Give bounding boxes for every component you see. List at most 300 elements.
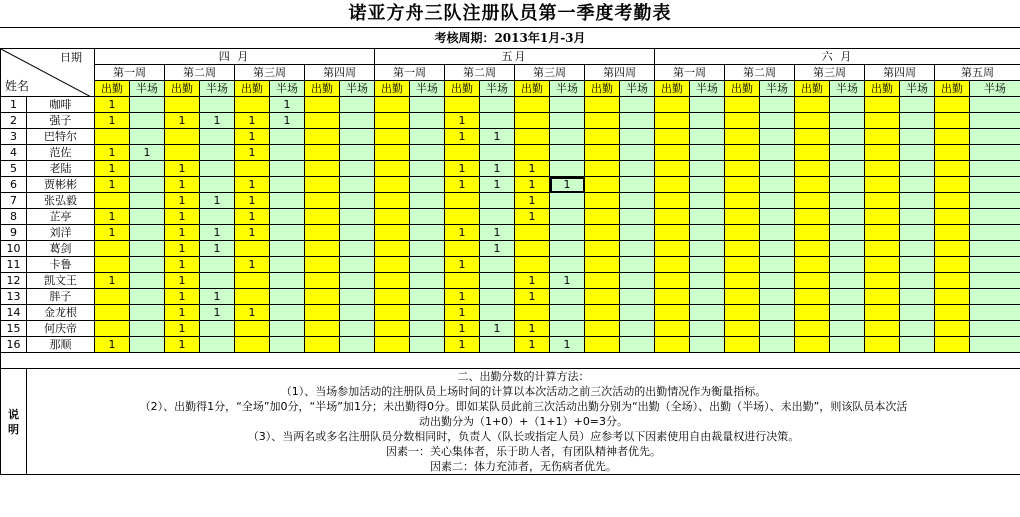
half-cell[interactable] xyxy=(340,289,375,305)
half-cell[interactable] xyxy=(200,145,235,161)
attendance-cell[interactable]: 1 xyxy=(165,305,200,321)
half-cell[interactable] xyxy=(970,145,1020,161)
half-cell[interactable] xyxy=(340,241,375,257)
player-name[interactable]: 刘洋 xyxy=(27,225,95,241)
attendance-cell[interactable] xyxy=(235,321,270,337)
attendance-cell[interactable]: 1 xyxy=(515,337,550,353)
half-cell[interactable] xyxy=(900,321,935,337)
attendance-cell[interactable]: 1 xyxy=(165,289,200,305)
attendance-cell[interactable] xyxy=(725,241,760,257)
attendance-cell[interactable] xyxy=(305,177,340,193)
half-cell[interactable] xyxy=(970,209,1020,225)
player-name[interactable]: 葛剑 xyxy=(27,241,95,257)
attendance-cell[interactable] xyxy=(865,289,900,305)
attendance-cell[interactable] xyxy=(375,273,410,289)
attendance-cell[interactable] xyxy=(865,257,900,273)
half-cell[interactable] xyxy=(550,209,585,225)
attendance-cell[interactable] xyxy=(865,321,900,337)
attendance-cell[interactable]: 1 xyxy=(445,225,480,241)
attendance-cell[interactable] xyxy=(305,97,340,113)
attendance-cell[interactable] xyxy=(305,209,340,225)
half-cell[interactable] xyxy=(970,241,1020,257)
attendance-cell[interactable] xyxy=(585,97,620,113)
half-cell[interactable] xyxy=(900,177,935,193)
attendance-cell[interactable] xyxy=(655,97,690,113)
attendance-cell[interactable] xyxy=(375,241,410,257)
half-cell[interactable] xyxy=(900,129,935,145)
half-cell[interactable] xyxy=(550,129,585,145)
attendance-cell[interactable] xyxy=(655,145,690,161)
attendance-cell[interactable] xyxy=(585,209,620,225)
half-cell[interactable] xyxy=(480,209,515,225)
attendance-cell[interactable] xyxy=(305,273,340,289)
attendance-cell[interactable] xyxy=(725,145,760,161)
attendance-cell[interactable]: 1 xyxy=(95,177,130,193)
attendance-cell[interactable]: 1 xyxy=(95,97,130,113)
attendance-cell[interactable] xyxy=(235,273,270,289)
half-cell[interactable] xyxy=(550,289,585,305)
attendance-cell[interactable] xyxy=(935,337,970,353)
half-cell[interactable] xyxy=(620,321,655,337)
attendance-cell[interactable] xyxy=(375,225,410,241)
attendance-cell[interactable]: 1 xyxy=(165,273,200,289)
half-cell[interactable] xyxy=(410,289,445,305)
half-cell[interactable] xyxy=(550,241,585,257)
half-cell[interactable] xyxy=(970,177,1020,193)
half-cell[interactable] xyxy=(830,113,865,129)
half-cell[interactable] xyxy=(410,97,445,113)
half-cell[interactable] xyxy=(200,177,235,193)
attendance-cell[interactable] xyxy=(165,145,200,161)
attendance-cell[interactable] xyxy=(795,129,830,145)
attendance-cell[interactable]: 1 xyxy=(95,209,130,225)
half-cell[interactable] xyxy=(620,177,655,193)
attendance-cell[interactable] xyxy=(655,337,690,353)
attendance-cell[interactable] xyxy=(935,305,970,321)
attendance-cell[interactable] xyxy=(865,225,900,241)
half-cell[interactable]: 1 xyxy=(200,241,235,257)
attendance-cell[interactable] xyxy=(515,97,550,113)
half-cell[interactable] xyxy=(340,209,375,225)
half-cell[interactable] xyxy=(410,225,445,241)
attendance-cell[interactable] xyxy=(165,129,200,145)
attendance-cell[interactable] xyxy=(445,193,480,209)
attendance-cell[interactable]: 1 xyxy=(165,337,200,353)
half-cell[interactable] xyxy=(760,97,795,113)
attendance-cell[interactable] xyxy=(375,289,410,305)
attendance-cell[interactable] xyxy=(95,129,130,145)
half-cell[interactable] xyxy=(760,129,795,145)
half-cell[interactable] xyxy=(130,273,165,289)
half-cell[interactable] xyxy=(340,177,375,193)
attendance-cell[interactable]: 1 xyxy=(165,241,200,257)
attendance-cell[interactable] xyxy=(865,241,900,257)
half-cell[interactable] xyxy=(970,113,1020,129)
attendance-cell[interactable] xyxy=(445,273,480,289)
attendance-cell[interactable] xyxy=(305,289,340,305)
attendance-cell[interactable] xyxy=(865,193,900,209)
attendance-cell[interactable]: 1 xyxy=(445,113,480,129)
attendance-cell[interactable] xyxy=(725,257,760,273)
attendance-cell[interactable]: 1 xyxy=(235,257,270,273)
half-cell[interactable] xyxy=(270,321,305,337)
player-name[interactable]: 那顺 xyxy=(27,337,95,353)
half-cell[interactable] xyxy=(130,241,165,257)
half-cell[interactable] xyxy=(480,97,515,113)
half-cell[interactable] xyxy=(340,257,375,273)
attendance-cell[interactable] xyxy=(375,161,410,177)
half-cell[interactable] xyxy=(690,113,725,129)
half-cell[interactable] xyxy=(900,241,935,257)
half-cell[interactable] xyxy=(830,225,865,241)
attendance-cell[interactable] xyxy=(585,129,620,145)
attendance-cell[interactable] xyxy=(445,209,480,225)
player-name[interactable]: 老陆 xyxy=(27,161,95,177)
attendance-cell[interactable] xyxy=(585,177,620,193)
half-cell[interactable] xyxy=(690,321,725,337)
player-name[interactable]: 贾彬彬 xyxy=(27,177,95,193)
attendance-cell[interactable] xyxy=(725,209,760,225)
attendance-cell[interactable] xyxy=(515,257,550,273)
half-cell[interactable] xyxy=(270,337,305,353)
player-name[interactable]: 强子 xyxy=(27,113,95,129)
attendance-cell[interactable] xyxy=(235,337,270,353)
attendance-cell[interactable] xyxy=(935,145,970,161)
half-cell[interactable] xyxy=(410,161,445,177)
attendance-cell[interactable] xyxy=(935,161,970,177)
attendance-cell[interactable] xyxy=(795,305,830,321)
attendance-cell[interactable] xyxy=(95,289,130,305)
half-cell[interactable] xyxy=(270,161,305,177)
half-cell[interactable] xyxy=(620,193,655,209)
attendance-cell[interactable] xyxy=(725,113,760,129)
attendance-cell[interactable] xyxy=(515,113,550,129)
attendance-cell[interactable] xyxy=(305,193,340,209)
attendance-cell[interactable]: 1 xyxy=(235,129,270,145)
attendance-cell[interactable]: 1 xyxy=(95,161,130,177)
half-cell[interactable] xyxy=(480,337,515,353)
half-cell[interactable] xyxy=(340,97,375,113)
attendance-cell[interactable]: 1 xyxy=(165,209,200,225)
attendance-cell[interactable] xyxy=(795,193,830,209)
attendance-cell[interactable] xyxy=(865,337,900,353)
half-cell[interactable] xyxy=(690,161,725,177)
half-cell[interactable]: 1 xyxy=(550,273,585,289)
attendance-cell[interactable] xyxy=(795,257,830,273)
attendance-cell[interactable]: 1 xyxy=(445,337,480,353)
half-cell[interactable] xyxy=(130,97,165,113)
half-cell[interactable]: 1 xyxy=(550,337,585,353)
attendance-cell[interactable] xyxy=(375,321,410,337)
attendance-cell[interactable] xyxy=(305,241,340,257)
attendance-cell[interactable] xyxy=(375,257,410,273)
attendance-cell[interactable] xyxy=(655,273,690,289)
half-cell[interactable] xyxy=(270,305,305,321)
half-cell[interactable] xyxy=(480,273,515,289)
attendance-cell[interactable] xyxy=(655,241,690,257)
half-cell[interactable] xyxy=(200,129,235,145)
half-cell[interactable] xyxy=(410,113,445,129)
attendance-cell[interactable] xyxy=(725,273,760,289)
attendance-cell[interactable] xyxy=(515,129,550,145)
attendance-cell[interactable] xyxy=(935,273,970,289)
attendance-cell[interactable] xyxy=(935,177,970,193)
attendance-cell[interactable] xyxy=(655,177,690,193)
attendance-cell[interactable]: 1 xyxy=(165,113,200,129)
attendance-cell[interactable] xyxy=(585,321,620,337)
half-cell[interactable] xyxy=(340,273,375,289)
half-cell[interactable] xyxy=(200,273,235,289)
half-cell[interactable] xyxy=(760,321,795,337)
half-cell[interactable] xyxy=(480,193,515,209)
half-cell[interactable] xyxy=(200,97,235,113)
half-cell[interactable] xyxy=(760,289,795,305)
half-cell[interactable] xyxy=(550,161,585,177)
half-cell[interactable] xyxy=(620,273,655,289)
attendance-cell[interactable] xyxy=(725,289,760,305)
half-cell[interactable] xyxy=(970,225,1020,241)
attendance-cell[interactable] xyxy=(375,209,410,225)
half-cell[interactable] xyxy=(410,273,445,289)
attendance-cell[interactable]: 1 xyxy=(445,289,480,305)
half-cell[interactable] xyxy=(830,193,865,209)
attendance-cell[interactable] xyxy=(725,321,760,337)
half-cell[interactable] xyxy=(690,193,725,209)
attendance-cell[interactable]: 1 xyxy=(95,145,130,161)
half-cell[interactable] xyxy=(410,177,445,193)
attendance-cell[interactable] xyxy=(305,129,340,145)
half-cell[interactable] xyxy=(410,129,445,145)
attendance-cell[interactable]: 1 xyxy=(515,321,550,337)
attendance-cell[interactable]: 1 xyxy=(165,225,200,241)
attendance-cell[interactable] xyxy=(95,257,130,273)
half-cell[interactable] xyxy=(550,305,585,321)
half-cell[interactable] xyxy=(620,337,655,353)
half-cell[interactable] xyxy=(200,209,235,225)
half-cell[interactable] xyxy=(690,337,725,353)
attendance-cell[interactable] xyxy=(305,321,340,337)
half-cell[interactable] xyxy=(690,97,725,113)
half-cell[interactable] xyxy=(130,129,165,145)
half-cell[interactable] xyxy=(830,337,865,353)
half-cell[interactable] xyxy=(200,337,235,353)
attendance-cell[interactable] xyxy=(725,177,760,193)
half-cell[interactable] xyxy=(900,97,935,113)
attendance-cell[interactable] xyxy=(795,145,830,161)
attendance-cell[interactable] xyxy=(795,177,830,193)
attendance-cell[interactable] xyxy=(585,193,620,209)
half-cell[interactable] xyxy=(410,321,445,337)
half-cell[interactable] xyxy=(760,145,795,161)
attendance-cell[interactable] xyxy=(865,97,900,113)
half-cell[interactable]: 1 xyxy=(480,321,515,337)
attendance-cell[interactable] xyxy=(935,225,970,241)
half-cell[interactable] xyxy=(620,305,655,321)
player-name[interactable]: 咖啡 xyxy=(27,97,95,113)
half-cell[interactable] xyxy=(830,305,865,321)
half-cell[interactable] xyxy=(830,177,865,193)
half-cell[interactable] xyxy=(340,129,375,145)
half-cell[interactable] xyxy=(270,257,305,273)
half-cell[interactable] xyxy=(970,129,1020,145)
half-cell[interactable]: 1 xyxy=(270,97,305,113)
attendance-cell[interactable]: 1 xyxy=(235,193,270,209)
half-cell[interactable] xyxy=(270,209,305,225)
half-cell[interactable] xyxy=(270,225,305,241)
half-cell[interactable] xyxy=(550,97,585,113)
half-cell[interactable] xyxy=(690,305,725,321)
attendance-cell[interactable]: 1 xyxy=(445,305,480,321)
half-cell[interactable] xyxy=(970,193,1020,209)
attendance-cell[interactable] xyxy=(655,193,690,209)
half-cell[interactable] xyxy=(200,257,235,273)
attendance-cell[interactable]: 1 xyxy=(165,257,200,273)
half-cell[interactable] xyxy=(200,161,235,177)
half-cell[interactable] xyxy=(270,193,305,209)
attendance-cell[interactable] xyxy=(655,113,690,129)
attendance-cell[interactable] xyxy=(375,177,410,193)
half-cell[interactable]: 1 xyxy=(200,193,235,209)
attendance-cell[interactable] xyxy=(655,225,690,241)
attendance-cell[interactable] xyxy=(725,193,760,209)
attendance-cell[interactable]: 1 xyxy=(165,321,200,337)
half-cell[interactable] xyxy=(900,273,935,289)
half-cell[interactable] xyxy=(690,225,725,241)
attendance-cell[interactable] xyxy=(445,145,480,161)
half-cell[interactable]: 1 xyxy=(200,305,235,321)
half-cell[interactable] xyxy=(130,289,165,305)
attendance-cell[interactable] xyxy=(935,289,970,305)
half-cell[interactable] xyxy=(760,241,795,257)
half-cell[interactable] xyxy=(970,289,1020,305)
half-cell[interactable] xyxy=(340,305,375,321)
player-name[interactable]: 何庆帝 xyxy=(27,321,95,337)
attendance-cell[interactable] xyxy=(585,337,620,353)
attendance-cell[interactable]: 1 xyxy=(445,129,480,145)
attendance-cell[interactable] xyxy=(305,113,340,129)
half-cell[interactable]: 1 xyxy=(200,113,235,129)
half-cell[interactable] xyxy=(270,273,305,289)
half-cell[interactable]: 1 xyxy=(130,145,165,161)
attendance-cell[interactable] xyxy=(375,97,410,113)
attendance-cell[interactable] xyxy=(725,97,760,113)
half-cell[interactable] xyxy=(970,305,1020,321)
half-cell[interactable] xyxy=(690,129,725,145)
half-cell[interactable] xyxy=(270,241,305,257)
attendance-cell[interactable]: 1 xyxy=(235,209,270,225)
attendance-cell[interactable]: 1 xyxy=(95,225,130,241)
half-cell[interactable] xyxy=(620,129,655,145)
attendance-cell[interactable] xyxy=(725,225,760,241)
attendance-cell[interactable] xyxy=(725,129,760,145)
attendance-cell[interactable]: 1 xyxy=(235,145,270,161)
half-cell[interactable] xyxy=(410,337,445,353)
half-cell[interactable]: 1 xyxy=(480,161,515,177)
player-name[interactable]: 金龙根 xyxy=(27,305,95,321)
half-cell[interactable]: 1 xyxy=(480,241,515,257)
player-name[interactable]: 巴特尔 xyxy=(27,129,95,145)
half-cell[interactable] xyxy=(340,161,375,177)
half-cell[interactable] xyxy=(270,289,305,305)
attendance-cell[interactable] xyxy=(655,129,690,145)
attendance-cell[interactable] xyxy=(865,145,900,161)
attendance-cell[interactable] xyxy=(375,113,410,129)
half-cell[interactable] xyxy=(550,193,585,209)
attendance-cell[interactable] xyxy=(725,161,760,177)
attendance-cell[interactable] xyxy=(795,337,830,353)
attendance-cell[interactable] xyxy=(795,321,830,337)
attendance-cell[interactable] xyxy=(795,225,830,241)
attendance-cell[interactable] xyxy=(795,161,830,177)
half-cell[interactable] xyxy=(830,321,865,337)
attendance-cell[interactable]: 1 xyxy=(235,225,270,241)
half-cell[interactable]: 1 xyxy=(200,225,235,241)
half-cell[interactable] xyxy=(900,305,935,321)
half-cell[interactable] xyxy=(620,225,655,241)
player-name[interactable]: 凯文王 xyxy=(27,273,95,289)
attendance-cell[interactable] xyxy=(655,289,690,305)
half-cell[interactable] xyxy=(760,177,795,193)
half-cell[interactable] xyxy=(620,209,655,225)
half-cell[interactable] xyxy=(690,257,725,273)
half-cell[interactable] xyxy=(690,241,725,257)
attendance-cell[interactable] xyxy=(935,193,970,209)
half-cell[interactable]: 1 xyxy=(480,177,515,193)
half-cell[interactable] xyxy=(900,145,935,161)
attendance-cell[interactable] xyxy=(305,225,340,241)
half-cell[interactable] xyxy=(340,145,375,161)
half-cell[interactable] xyxy=(970,97,1020,113)
attendance-cell[interactable] xyxy=(725,337,760,353)
attendance-cell[interactable] xyxy=(935,129,970,145)
half-cell[interactable] xyxy=(130,177,165,193)
half-cell[interactable] xyxy=(830,145,865,161)
half-cell[interactable]: 1 xyxy=(270,113,305,129)
half-cell[interactable] xyxy=(830,97,865,113)
half-cell[interactable] xyxy=(900,193,935,209)
attendance-cell[interactable] xyxy=(795,113,830,129)
half-cell[interactable] xyxy=(130,257,165,273)
attendance-cell[interactable] xyxy=(655,321,690,337)
half-cell[interactable] xyxy=(830,273,865,289)
attendance-cell[interactable] xyxy=(865,273,900,289)
half-cell[interactable] xyxy=(900,113,935,129)
half-cell[interactable] xyxy=(690,209,725,225)
half-cell[interactable] xyxy=(760,193,795,209)
attendance-cell[interactable] xyxy=(585,241,620,257)
half-cell[interactable]: 1 xyxy=(480,129,515,145)
attendance-cell[interactable] xyxy=(585,273,620,289)
half-cell[interactable] xyxy=(900,257,935,273)
attendance-cell[interactable] xyxy=(95,321,130,337)
attendance-cell[interactable] xyxy=(585,113,620,129)
attendance-cell[interactable] xyxy=(585,145,620,161)
attendance-cell[interactable] xyxy=(865,161,900,177)
attendance-cell[interactable] xyxy=(725,305,760,321)
attendance-cell[interactable] xyxy=(655,161,690,177)
half-cell[interactable] xyxy=(410,305,445,321)
half-cell[interactable] xyxy=(340,225,375,241)
half-cell[interactable] xyxy=(900,209,935,225)
attendance-cell[interactable]: 1 xyxy=(515,273,550,289)
half-cell[interactable] xyxy=(550,257,585,273)
half-cell[interactable] xyxy=(830,161,865,177)
attendance-cell[interactable] xyxy=(865,177,900,193)
attendance-cell[interactable]: 1 xyxy=(515,289,550,305)
attendance-cell[interactable]: 1 xyxy=(445,321,480,337)
attendance-cell[interactable] xyxy=(585,257,620,273)
half-cell[interactable] xyxy=(480,289,515,305)
